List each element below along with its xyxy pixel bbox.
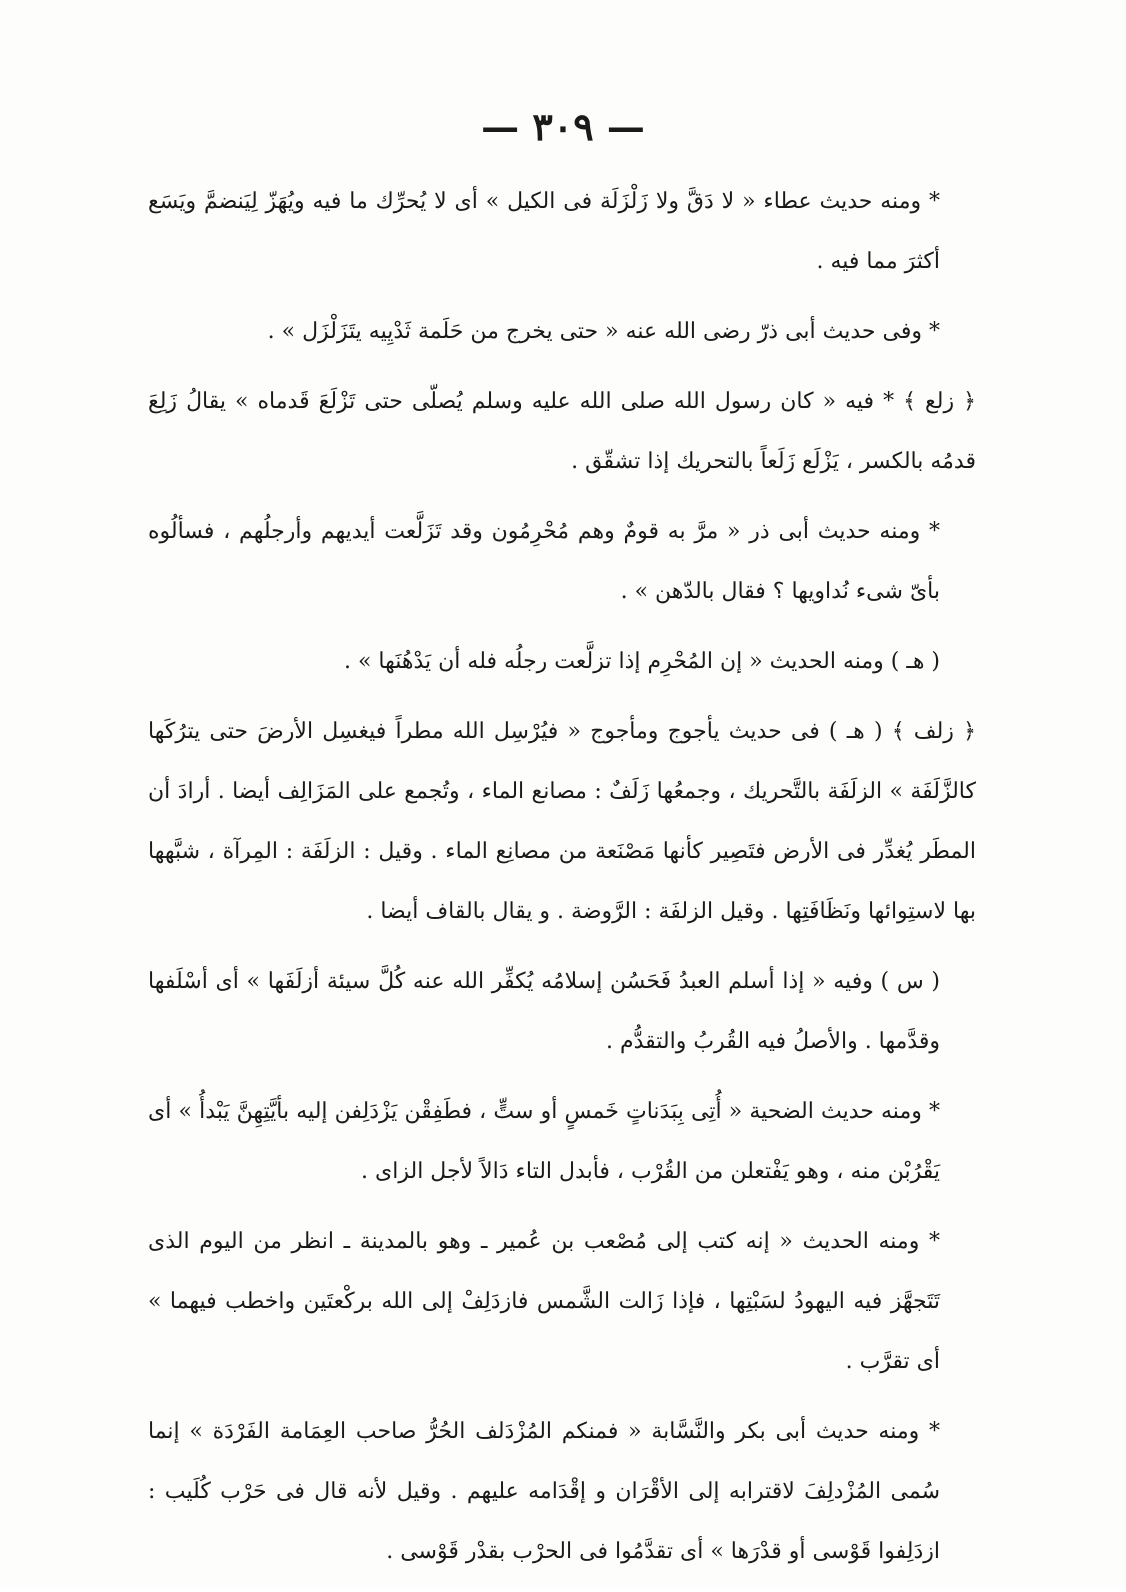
paragraph-entry-zalf: ﴿ زلف ﴾ ( هـ ) فى حديث يأجوج ومأجوج « فيُرْسِل الله مطراً فيغسِل الأرضَ حتى يترُكَها كالزَّلَفَة » الزلَفَة بالتَّحريك ، وجمعُها زَلَفٌ : مصانع الماء ، وتُجمع على المَزَالِف أيضا . أرادَ أن المطَر يُغدِّر فى الأرض فتَصِير كأنها مَصْنَعة من مصانِع الماء . وقيل : الزلَفَة : المِرآة ، شبَّهها بها لاستِوائها ونَظَافَتِها . وقيل الزلفَة : الرَّوضة . و يقال بالقاف أيضا . [148, 719, 976, 924]
paragraph: * ومنه حديث أبى ذر « مرَّ به قومٌ وهم مُحْرِمُون وقد تَزَلَّعت أيديهم وأرجلُهم ، فسألُوه بأىّ شىء نُداويها ؟ فقال بالدّهن » . [148, 519, 940, 604]
paragraph-entry-zal3: ﴿ زلع ﴾ * فيه « كان رسول الله صلى الله عليه وسلم يُصلّى حتى تَزْلَعَ قَدماه » يقالُ زَلِعَ قدمُه بالكسر ، يَزْلَع زَلَعاً بالتحريك إذا تشقّق . [148, 389, 976, 474]
paragraph: * ومنه حديث أبى بكر والنَّسَّابة « فمنكم المُزْدَلف الحُرُّ صاحب العِمَامة الفَرْدَة » إنما سُمى المُزْدلِفَ لاقترابه إلى الأقْرَان و إقْدَامه عليهم . وقيل لأنه قال فى حَرْب كُلَيب : ازدَلِفوا قَوْسى أو قدْرَها » أى تقدَّمُوا فى الحرْب بقدْر قَوْسى . [148, 1419, 940, 1564]
text-body [148, 172, 976, 1592]
page-number: — ٣٠٩ — [481, 104, 645, 149]
paragraph: * ومنه حديث عطاء « لا دَقَّ ولا زَلْزَلَة فى الكيل » أى لا يُحرِّك ما فيه ويُهَزّ لِيَنضمَّ ويَسَع أكثرَ مما فيه . [148, 189, 940, 274]
paragraph: * ومنه حديث الضحية « أُتِى بِبَدَناتٍ خَمسٍ أو ستٍّ ، فطَفِقْن يَزْدَلِفن إليه بأيَّتِهِنَّ يَبْدأُ » أى يَقْرُبْن منه ، وهو يَفْتعلن من القُرْب ، فأبدل التاء دَالاً لأجل الزاى . [148, 1099, 940, 1184]
paragraph: * ومنه الحديث « إنه كتب إلى مُصْعب بن عُمير ـ وهو بالمدينة ـ انظر من اليوم الذى تَتَجهَّز فيه اليهودُ لسَبْتِها ، فإذا زَالت الشَّمس فازدَلِفْ إلى الله بركْعتَين واخطب فيهما » أى تقرَّب . [148, 1229, 940, 1374]
paragraph: ( س ) وفيه « إذا أسلم العبدُ فَحَسُن إسلامُه يُكفِّر الله عنه كُلَّ سيئة أزلَفَها » أى أسْلَفها وقدَّمها . والأصلُ فيه القُربُ والتقدُّم . [148, 969, 940, 1054]
paragraph: ( هـ ) ومنه الحديث « إن المُحْرِم إذا تزلَّعت رجلُه فله أن يَدْهُنَها » . [343, 649, 940, 674]
paragraph: * وفى حديث أبى ذرّ رضى الله عنه « حتى يخرج من حَلَمة ثَدْيِيه يتَزَلْزَل » . [267, 319, 940, 344]
